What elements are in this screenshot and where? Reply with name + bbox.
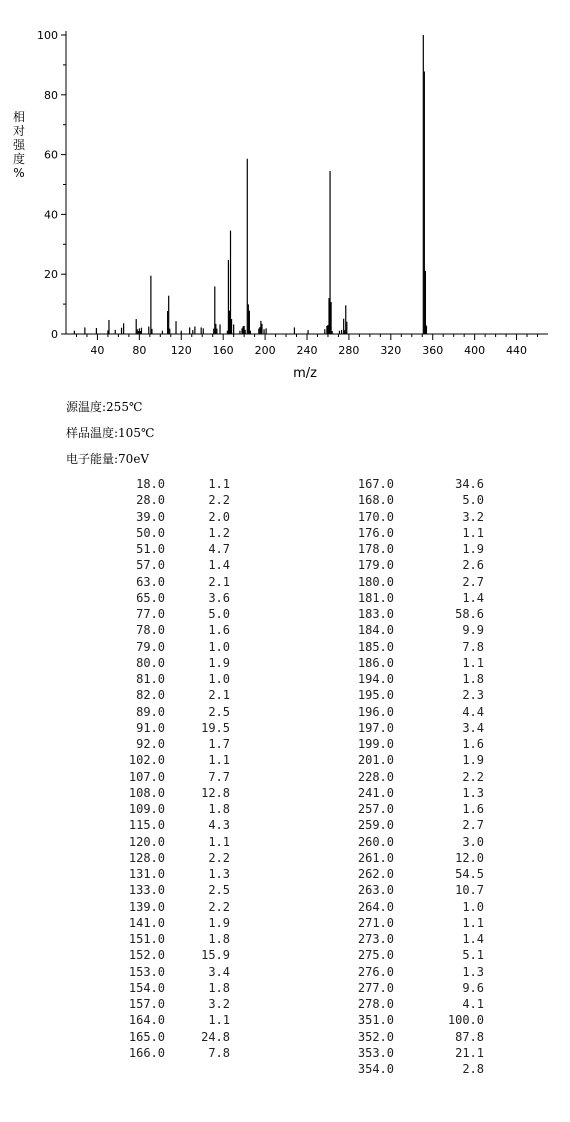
peak-intensity: 3.2	[208, 997, 230, 1011]
peak-intensity: 2.2	[208, 850, 230, 865]
peak-mz: 263.0	[357, 883, 394, 898]
peak-intensity: 2.5	[208, 704, 230, 719]
peak-mz: 18.0	[136, 477, 165, 491]
peak-mz: 153.0	[128, 964, 165, 979]
peak-mz: 78.0	[136, 623, 165, 638]
spectrum-peaks	[74, 35, 426, 334]
peak-table-row	[0, 1029, 570, 1045]
peak-intensity: 1.1	[462, 525, 484, 540]
peak-mz: 91.0	[136, 720, 165, 735]
peak-intensity: 2.6	[462, 558, 484, 573]
peak-table-row	[0, 557, 570, 573]
peak-intensity: 1.4	[208, 558, 230, 573]
peak-mz: 120.0	[128, 834, 165, 849]
peak-intensity: 58.6	[455, 607, 484, 621]
peak-intensity: 1.1	[208, 477, 230, 491]
axis-ticks	[37, 29, 538, 357]
peak-table-row	[0, 1012, 570, 1028]
peak-mz: 168.0	[357, 493, 394, 508]
peak-mz: 185.0	[357, 639, 394, 654]
peak-mz: 181.0	[357, 590, 394, 605]
peak-table-row	[0, 687, 570, 703]
peak-table-row	[0, 671, 570, 687]
peak-table-row	[0, 915, 570, 931]
peak-intensity: 2.5	[208, 883, 230, 898]
peak-intensity: 21.1	[455, 1045, 484, 1060]
peak-intensity: 5.0	[208, 607, 230, 621]
peak-intensity: 2.0	[208, 509, 230, 524]
peak-mz: 92.0	[136, 737, 165, 751]
x-tick-label: 40	[90, 344, 105, 357]
peak-mz: 180.0	[357, 574, 394, 589]
y-tick-label: 20	[44, 268, 58, 282]
peak-table-row	[0, 622, 570, 638]
peak-intensity: 24.8	[201, 1029, 230, 1044]
peak-table-row	[0, 817, 570, 833]
peak-intensity: 3.2	[462, 509, 484, 524]
peak-table-row	[0, 801, 570, 817]
peak-intensity: 3.4	[462, 720, 484, 735]
peak-mz: 51.0	[136, 542, 165, 556]
sample-temperature: 样品温度:105℃	[66, 426, 155, 440]
peak-mz: 166.0	[128, 1045, 165, 1060]
peak-mz: 278.0	[357, 997, 394, 1011]
chart-axes	[66, 31, 548, 334]
x-tick-label: 320	[380, 344, 402, 357]
peak-intensity: 2.1	[208, 574, 230, 589]
peak-mz: 131.0	[128, 867, 165, 881]
peak-mz: 152.0	[128, 948, 165, 963]
y-tick-label: 80	[44, 88, 58, 102]
peak-intensity: 3.0	[462, 834, 484, 849]
peak-mz: 139.0	[128, 899, 165, 914]
peak-mz: 128.0	[128, 850, 165, 865]
peak-intensity: 1.4	[462, 932, 484, 946]
source-temperature: 源温度:255℃	[66, 400, 143, 414]
peak-mz: 77.0	[136, 607, 165, 621]
peak-mz: 275.0	[357, 948, 394, 963]
peak-mz: 260.0	[357, 834, 394, 849]
peak-mz: 277.0	[357, 980, 394, 995]
peak-mz: 354.0	[357, 1062, 394, 1076]
electron-energy: 电子能量:70eV	[66, 452, 150, 466]
x-tick-label: 160	[212, 344, 234, 357]
peak-intensity: 1.8	[208, 802, 230, 816]
peak-mz: 197.0	[357, 720, 394, 735]
peak-intensity: 15.9	[201, 948, 230, 963]
x-tick-label: 440	[506, 344, 528, 357]
peak-intensity: 1.6	[462, 737, 484, 751]
peak-table-row	[0, 509, 570, 525]
peak-intensity: 4.1	[462, 997, 484, 1011]
x-tick-label: 360	[422, 344, 444, 357]
peak-intensity: 2.2	[208, 899, 230, 914]
peak-intensity: 2.1	[208, 688, 230, 703]
peak-mz: 261.0	[357, 850, 394, 865]
peak-mz: 262.0	[357, 867, 394, 881]
peak-intensity: 3.6	[208, 590, 230, 605]
peak-intensity: 2.2	[462, 769, 484, 784]
peak-mz: 179.0	[357, 558, 394, 573]
y-tick-label: 60	[44, 148, 58, 162]
peak-mz: 165.0	[128, 1029, 165, 1044]
peak-mz: 228.0	[357, 769, 394, 784]
peak-table-row	[0, 947, 570, 963]
peak-intensity: 1.1	[462, 655, 484, 670]
peak-mz: 194.0	[357, 672, 394, 686]
y-tick-label: 100	[37, 29, 58, 42]
peak-mz: 141.0	[128, 915, 165, 930]
peak-intensity: 1.3	[462, 964, 484, 979]
peak-intensity: 2.7	[462, 574, 484, 589]
peak-mz: 65.0	[136, 590, 165, 605]
y-tick-label: 0	[51, 328, 58, 341]
peak-mz: 164.0	[128, 1013, 165, 1028]
peak-mz: 80.0	[136, 655, 165, 670]
peak-intensity: 87.8	[455, 1029, 484, 1044]
peak-intensity: 1.8	[208, 932, 230, 946]
peak-table-row	[0, 704, 570, 720]
peak-intensity: 100.0	[447, 1013, 484, 1028]
peak-table-row	[0, 769, 570, 785]
peak-mz: 257.0	[357, 802, 394, 816]
y-axis-label-char: 相	[12, 110, 25, 124]
peak-mz: 178.0	[357, 542, 394, 556]
peak-mz: 57.0	[136, 558, 165, 573]
peak-table-row	[0, 525, 570, 541]
peak-table-row	[0, 882, 570, 898]
peak-intensity: 9.9	[462, 623, 484, 638]
peak-table-row	[0, 996, 570, 1012]
x-axis-label: m/z	[293, 366, 317, 381]
peak-mz: 89.0	[136, 704, 165, 719]
peak-table-row	[0, 476, 570, 492]
peak-table-row	[0, 1061, 570, 1077]
peak-mz: 199.0	[357, 737, 394, 751]
peak-mz: 115.0	[128, 818, 165, 833]
peak-table-row	[0, 752, 570, 768]
peak-mz: 259.0	[357, 818, 394, 833]
peak-mz: 81.0	[136, 672, 165, 686]
peak-table-row	[0, 655, 570, 671]
x-tick-label: 80	[132, 344, 147, 357]
peak-table-row	[0, 590, 570, 606]
peak-intensity: 1.0	[462, 899, 484, 914]
peak-intensity: 7.7	[208, 769, 230, 784]
y-axis-label-char: %	[13, 166, 25, 180]
peak-table-row	[0, 931, 570, 947]
peak-intensity: 1.3	[462, 785, 484, 800]
peak-mz: 352.0	[357, 1029, 394, 1044]
peak-intensity: 1.2	[208, 525, 230, 540]
peak-table-row	[0, 980, 570, 996]
x-tick-label: 200	[254, 344, 276, 357]
peak-intensity: 2.3	[462, 688, 484, 703]
peak-intensity: 1.1	[462, 915, 484, 930]
peak-mz: 108.0	[128, 785, 165, 800]
peak-mz: 201.0	[357, 753, 394, 768]
peak-intensity: 1.9	[208, 915, 230, 930]
peak-mz: 107.0	[128, 769, 165, 784]
x-tick-label: 240	[296, 344, 318, 357]
peak-mz: 276.0	[357, 964, 394, 979]
peak-intensity: 1.6	[208, 623, 230, 638]
peak-table-row	[0, 834, 570, 850]
peak-intensity: 1.0	[208, 672, 230, 686]
peak-table-row	[0, 541, 570, 557]
peak-table-right	[0, 476, 570, 1077]
peak-table-row	[0, 866, 570, 882]
peak-table-row	[0, 850, 570, 866]
peak-table-row	[0, 899, 570, 915]
peak-intensity: 7.8	[208, 1045, 230, 1060]
peak-mz: 50.0	[136, 525, 165, 540]
peak-mz: 154.0	[128, 980, 165, 995]
y-axis-label-char: 对	[12, 124, 25, 138]
peak-table-row	[0, 785, 570, 801]
peak-intensity: 2.7	[462, 818, 484, 833]
peak-mz: 133.0	[128, 883, 165, 898]
peak-intensity: 1.8	[208, 980, 230, 995]
peak-mz: 184.0	[357, 623, 394, 638]
peak-intensity: 1.9	[462, 542, 484, 556]
peak-mz: 82.0	[136, 688, 165, 703]
peak-table-row	[0, 606, 570, 622]
peak-mz: 183.0	[357, 607, 394, 621]
y-axis-label-char: 度	[12, 152, 25, 166]
peak-intensity: 1.1	[208, 834, 230, 849]
peak-mz: 151.0	[128, 932, 165, 946]
peak-intensity: 7.8	[462, 639, 484, 654]
peak-mz: 79.0	[136, 639, 165, 654]
x-tick-label: 120	[170, 344, 192, 357]
peak-table-row	[0, 639, 570, 655]
peak-mz: 28.0	[136, 493, 165, 508]
peak-mz: 196.0	[357, 704, 394, 719]
peak-intensity: 4.7	[208, 542, 230, 556]
peak-mz: 353.0	[357, 1045, 394, 1060]
peak-mz: 39.0	[136, 509, 165, 524]
peak-intensity: 1.3	[208, 867, 230, 881]
peak-table-row	[0, 1045, 570, 1061]
peak-mz: 167.0	[357, 477, 394, 491]
peak-intensity: 12.0	[455, 850, 484, 865]
peak-intensity: 19.5	[201, 720, 230, 735]
peak-mz: 176.0	[357, 525, 394, 540]
peak-mz: 241.0	[357, 785, 394, 800]
peak-intensity: 1.1	[208, 753, 230, 768]
peak-intensity: 5.1	[462, 948, 484, 963]
peak-intensity: 54.5	[455, 867, 484, 881]
peak-table-row	[0, 492, 570, 508]
peak-table-row	[0, 736, 570, 752]
peak-intensity: 1.9	[462, 753, 484, 768]
peak-intensity: 1.9	[208, 655, 230, 670]
peak-mz: 273.0	[357, 932, 394, 946]
y-axis-label-char: 强	[12, 138, 25, 152]
peak-mz: 351.0	[357, 1013, 394, 1028]
peak-mz: 170.0	[357, 509, 394, 524]
peak-mz: 186.0	[357, 655, 394, 670]
peak-mz: 195.0	[357, 688, 394, 703]
mass-spectrum-chart	[0, 0, 570, 385]
peak-table-row	[0, 964, 570, 980]
peak-intensity: 12.8	[201, 785, 230, 800]
peak-mz: 63.0	[136, 574, 165, 589]
x-tick-label: 280	[338, 344, 360, 357]
peak-intensity: 5.0	[462, 493, 484, 508]
y-tick-label: 40	[44, 208, 58, 222]
peak-mz: 109.0	[128, 802, 165, 816]
peak-mz: 157.0	[128, 997, 165, 1011]
peak-intensity: 4.3	[208, 818, 230, 833]
peak-intensity: 10.7	[455, 883, 484, 898]
peak-intensity: 2.2	[208, 493, 230, 508]
peak-mz: 264.0	[357, 899, 394, 914]
peak-mz: 102.0	[128, 753, 165, 768]
peak-intensity: 1.7	[208, 737, 230, 751]
peak-intensity: 1.6	[462, 802, 484, 816]
peak-table-row	[0, 574, 570, 590]
peak-intensity: 1.1	[208, 1013, 230, 1028]
x-tick-label: 400	[464, 344, 486, 357]
peak-intensity: 2.8	[462, 1062, 484, 1076]
peak-intensity: 4.4	[462, 704, 484, 719]
peak-intensity: 3.4	[208, 964, 230, 979]
peak-intensity: 1.8	[462, 672, 484, 686]
peak-intensity: 9.6	[462, 980, 484, 995]
peak-mz: 271.0	[357, 915, 394, 930]
peak-intensity: 1.0	[208, 639, 230, 654]
peak-intensity: 1.4	[462, 590, 484, 605]
peak-table-row	[0, 720, 570, 736]
peak-intensity: 34.6	[455, 477, 484, 491]
